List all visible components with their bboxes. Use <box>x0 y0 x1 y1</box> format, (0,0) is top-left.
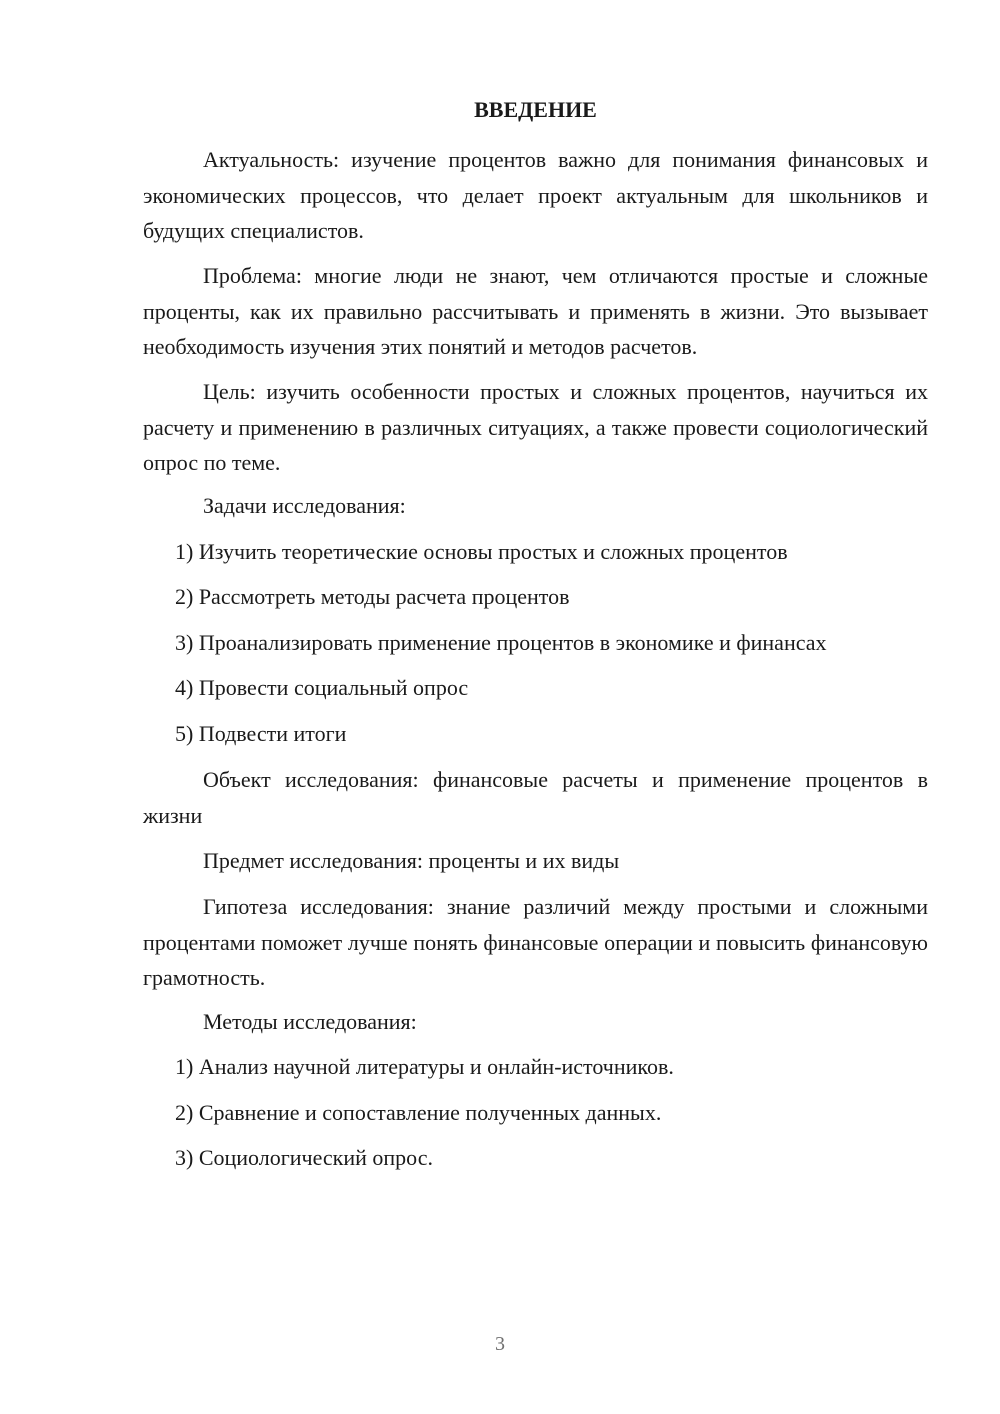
page-title: ВВЕДЕНИЕ <box>474 97 597 122</box>
paragraph-object: Объект исследования: финансовые расчеты и применение процентов в жизни <box>143 767 928 828</box>
task-item: 3) Проанализировать применение процентов в экономике и финансах <box>175 630 827 655</box>
task-item: 4) Провести социальный опрос <box>175 675 469 700</box>
paragraph-hypothesis: Гипотеза исследования: знание различий между простыми и сложными процентами поможет лучше понять финансовые операции и повысить финансовую грамотность. <box>143 894 928 990</box>
method-item: 2) Сравнение и сопоставление полученных данных. <box>175 1100 662 1125</box>
task-item: 2) Рассмотреть методы расчета процентов <box>175 584 570 609</box>
paragraph-subject: Предмет исследования: проценты и их виды <box>203 848 620 873</box>
method-item: 1) Анализ научной литературы и онлайн-источников. <box>175 1054 674 1079</box>
tasks-heading: Задачи исследования: <box>203 493 406 518</box>
task-item: 5) Подвести итоги <box>175 721 347 746</box>
paragraph-goal: Цель: изучить особенности простых и сложных процентов, научиться их расчету и применению в различных ситуациях, а также провести социологический опрос по теме. <box>143 379 928 475</box>
task-item: 1) Изучить теоретические основы простых и сложных процентов <box>175 539 788 564</box>
page-number: 3 <box>495 1333 505 1355</box>
paragraph-relevance: Актуальность: изучение процентов важно для понимания финансовых и экономических процессов, что делает проект актуальным для школьников и будущих специалистов. <box>143 147 928 243</box>
methods-heading: Методы исследования: <box>203 1009 417 1034</box>
method-item: 3) Социологический опрос. <box>175 1145 433 1170</box>
paragraph-problem: Проблема: многие люди не знают, чем отличаются простые и сложные проценты, как их правильно рассчитывать и применять в жизни. Это вызывает необходимость изучения этих понятий и методов расчетов. <box>143 263 928 359</box>
